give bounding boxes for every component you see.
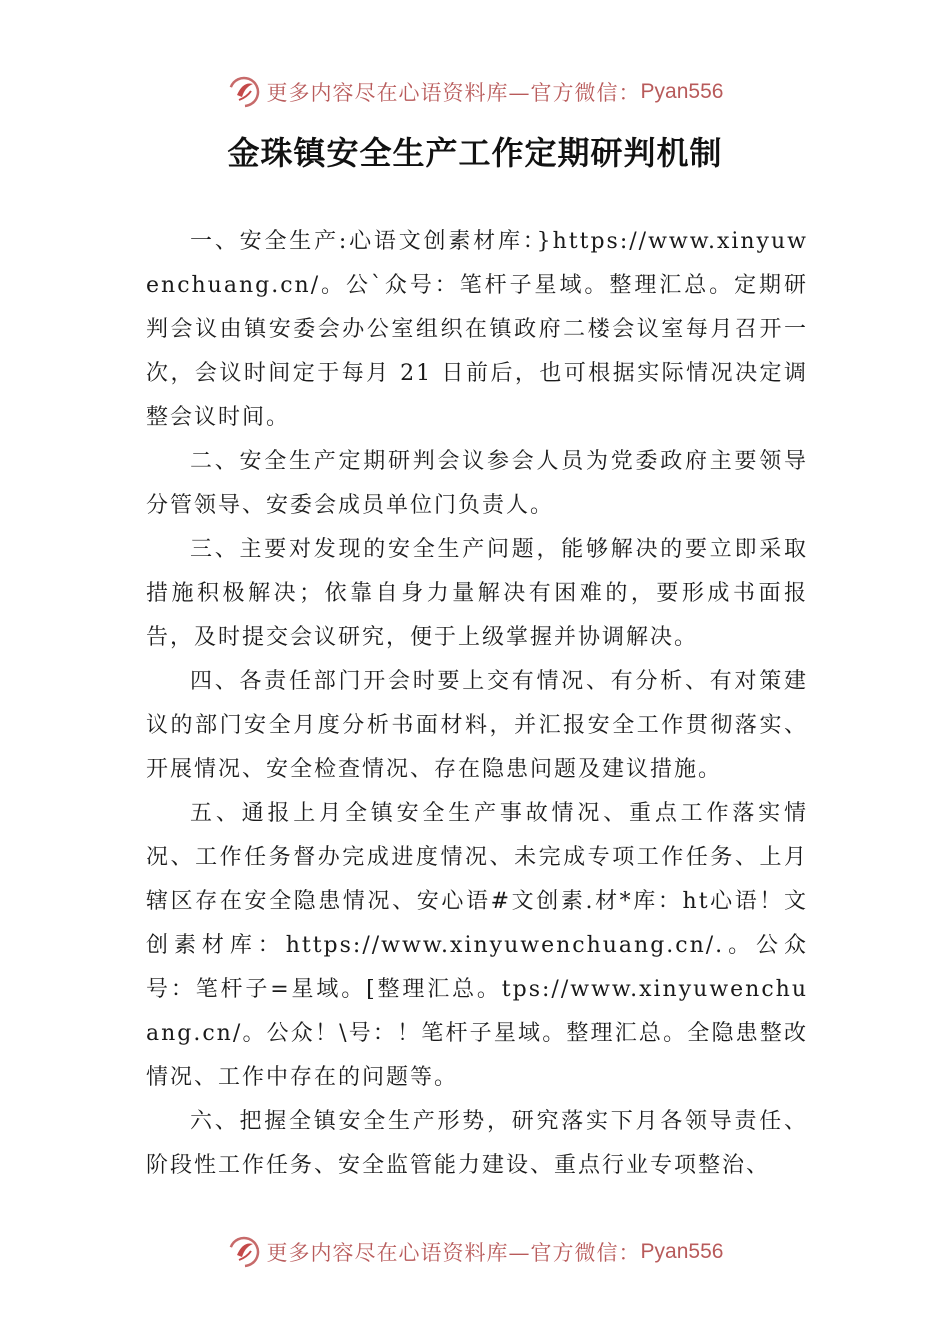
footer-watermark — [0, 1232, 950, 1272]
paragraph-5: 五、通报上月全镇安全生产事故情况、重点工作落实情况、工作任务督办完成进度情况、未完成专项工作任务、上月辖区存在安全隐患情况、安心语#文创素.材*库：ht心语！文创素材库：https://www.xinyuwenchuang.cn/.。公众号：笔杆子=星域。[整理汇总。tps://www.xinyuwenchuang.cn/。公众！\号：！笔杆子星域。整理汇总。全隐患整改情况、工作中存在的问题等。 — [146, 801, 808, 1090]
document-title: 金珠镇安全生产工作定期研判机制 — [227, 134, 723, 172]
paragraph-1: 一、安全生产:心语文创素材库：}https://www.xinyuwenchuang.cn/。公`众号：笔杆子星域。整理汇总。定期研判会议由镇安委会办公室组织在镇政府二楼会议室每月召开一次，会议时间定于每月 21 日前后，也可根据实际情况决定调整会议时间。 — [146, 229, 808, 430]
paragraph-2: 二、安全生产定期研判会议参会人员为党委政府主要领导分管领导、安委会成员单位门负责人。 — [146, 449, 808, 518]
paragraph-3: 三、主要对发现的安全生产问题，能够解决的要立即采取措施积极解决；依靠自身力量解决有困难的，要形成书面报告，及时提交会议研究，便于上级掌握并协调解决。 — [146, 537, 808, 650]
paragraph-4: 四、各责任部门开会时要上交有情况、有分析、有对策建议的部门安全月度分析书面材料，并汇报安全工作贯彻落实、开展情况、安全检查情况、存在隐患问题及建议措施。 — [146, 669, 808, 782]
paragraph-6: 六、把握全镇安全生产形势，研究落实下月各领导责任、阶段性工作任务、安全监管能力建设、重点行业专项整治、 — [146, 1109, 808, 1178]
watermark-text: 更多内容尽在心语资料库—官方微信： — [266, 81, 641, 105]
header-watermark — [0, 72, 950, 112]
watermark-text: 更多内容尽在心语资料库—官方微信： — [266, 1241, 641, 1265]
watermark-logo-icon — [227, 1235, 261, 1269]
watermark-wechat-id: Pyan556 — [640, 80, 724, 103]
watermark-wechat-id: Pyan556 — [640, 1240, 724, 1263]
document-body — [146, 220, 808, 1188]
watermark-logo-icon — [227, 75, 261, 109]
